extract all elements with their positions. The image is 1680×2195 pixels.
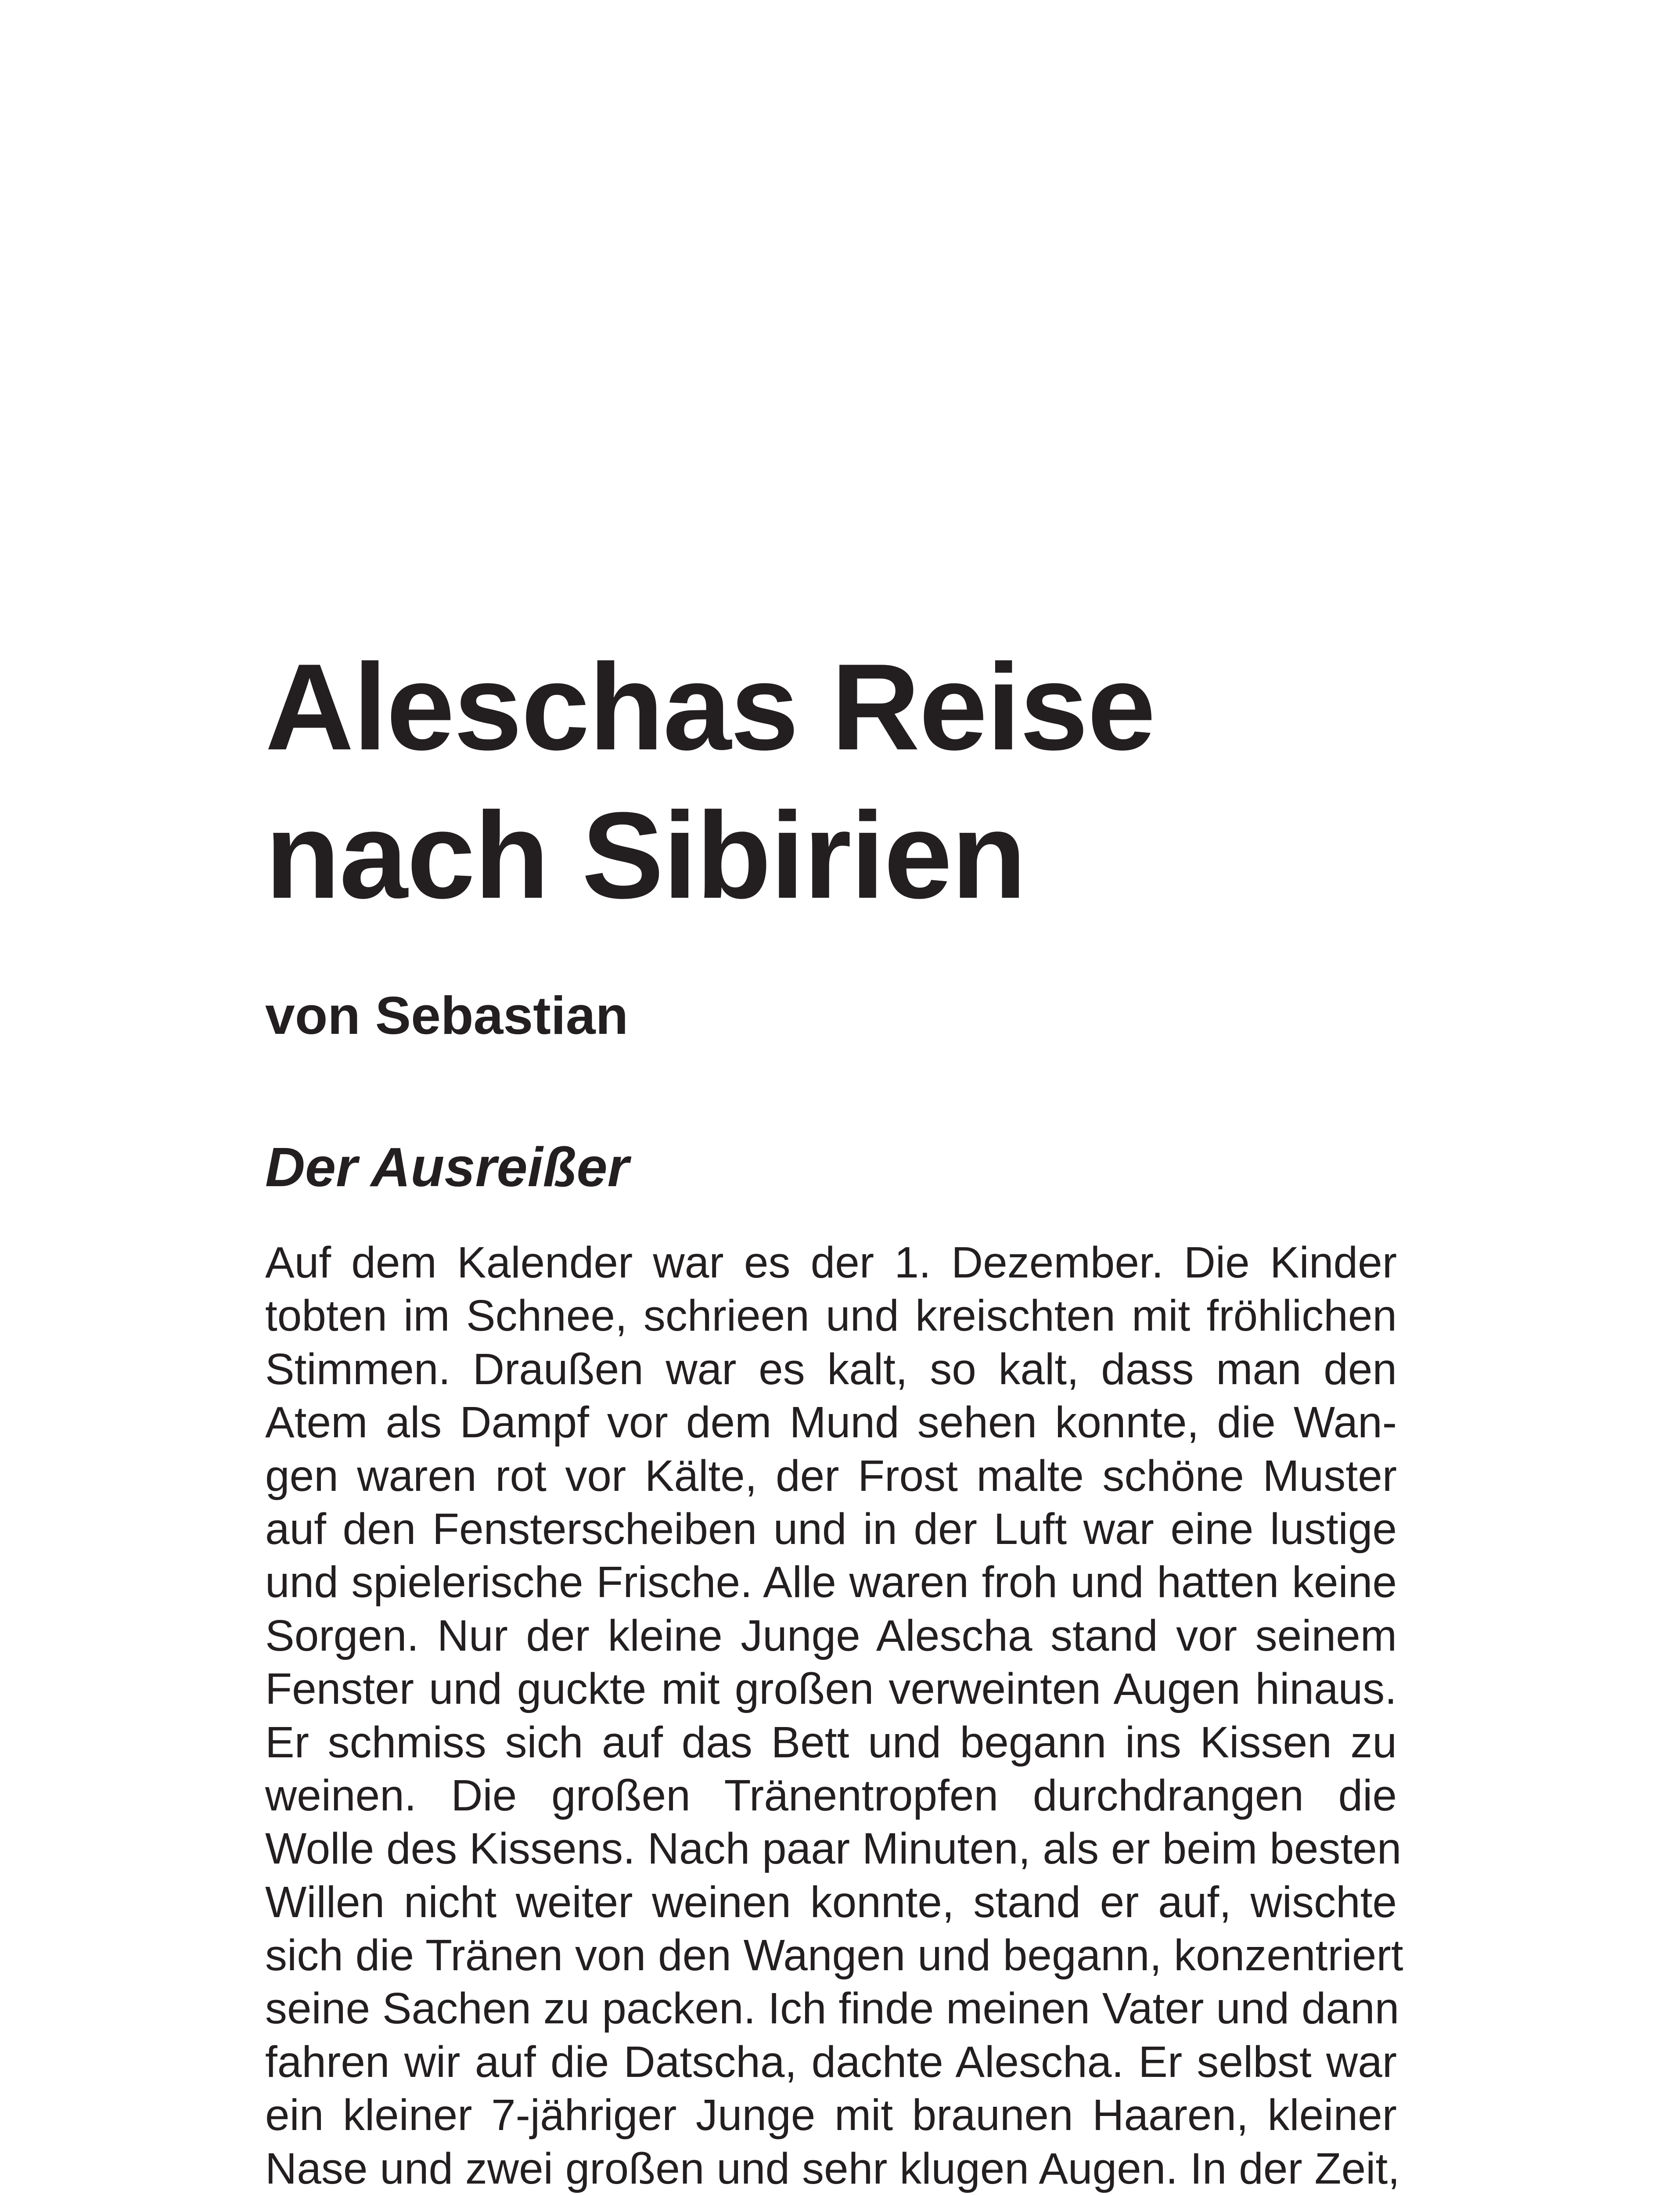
paragraph-line: Fenster und guckte mit großen verweinten Augen hinaus. [265,1664,1397,1714]
story-paragraph [265,1236,1403,2195]
paragraph-line: und spielerische Frische. Alle waren froh und hatten keine [265,1558,1397,1607]
paragraph-line: Stimmen. Draußen war es kalt, so kalt, dass man den [265,1344,1397,1394]
paragraph-line: Wolle des Kissens. Nach paar Minuten, als er beim besten [265,1824,1402,1874]
paragraph-line: weinen. Die großen Tränentropfen durchdrangen die [265,1770,1397,1820]
paragraph-line: Er schmiss sich auf das Bett und begann ins Kissen zu [265,1717,1397,1767]
paragraph-line: Sorgen. Nur der kleine Junge Alescha stand vor seinem [265,1611,1397,1660]
paragraph-line: sich die Tränen von den Wangen und begann, konzentriert [265,1931,1403,1980]
paragraph-line: Nase und zwei großen und sehr klugen Augen. In der Zeit, [265,2144,1400,2193]
paragraph-line: tobten im Schnee, schrieen und kreischten mit fröhlichen [265,1291,1397,1341]
story-title-line: Aleschas Reise [265,639,1155,776]
chapter-heading: Der Ausreißer [265,1136,629,1198]
paragraph-line: gen waren rot vor Kälte, der Frost malte schöne Muster [265,1451,1397,1501]
paragraph-line: Auf dem Kalender war es der 1. Dezember. Die Kinder [265,1238,1397,1287]
story-title-line: nach Sibirien [265,787,1026,924]
paragraph-line: seine Sachen zu packen. Ich finde meinen Vater und dann [265,1984,1399,2033]
story-title [265,633,1155,930]
paragraph-line: Atem als Dampf vor dem Mund sehen konnte, die Wan- [265,1398,1397,1447]
paragraph-line: Willen nicht weiter weinen konnte, stand er auf, wischte [265,1877,1397,1927]
paragraph-line: auf den Fensterscheiben und in der Luft war eine lustige [265,1504,1397,1554]
paragraph-line: fahren wir auf die Datscha, dachte Alescha. Er selbst war [265,2037,1397,2087]
author-byline: von Sebastian [265,986,629,1045]
paragraph-line: ein kleiner 7-jähriger Junge mit braunen Haaren, kleiner [265,2091,1397,2140]
